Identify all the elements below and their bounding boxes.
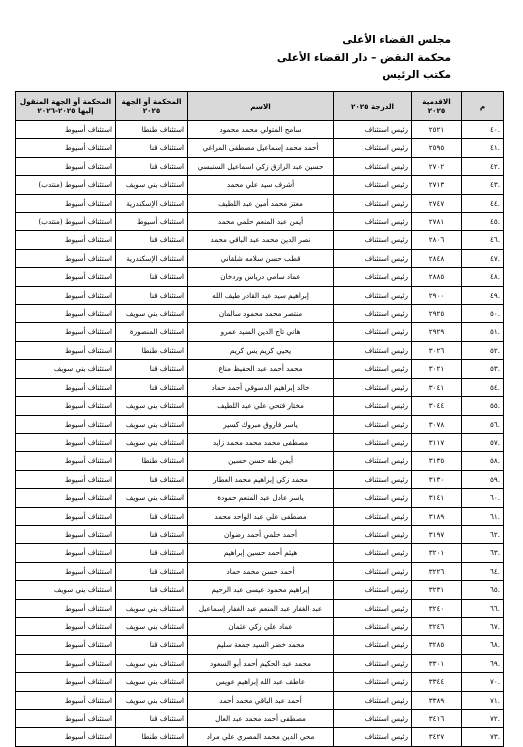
name-cell: عماد علي زكي عثمان	[188, 617, 334, 635]
destination-court-cell: استئناف أسيوط	[16, 525, 116, 543]
destination-court-cell: استئناف أسيوط	[16, 470, 116, 488]
grade-cell: رئيس استئناف	[334, 654, 412, 672]
row-number-cell: .٦٧	[462, 617, 504, 635]
row-number-cell: .٦٦	[462, 599, 504, 617]
name-cell: أحمد محمد إسماعيل مصطفى المراغي	[188, 139, 334, 157]
table-row	[16, 654, 504, 672]
current-court-cell: استئناف طنطا	[116, 452, 188, 470]
name-cell: ياسر عادل عبد المنعم حمودة	[188, 489, 334, 507]
name-cell: إبراهيم محمود عيسى عبد الرحيم	[188, 581, 334, 599]
col-header-seniority: الاقدمية ٢٠٢٥	[412, 92, 462, 121]
row-number-cell: .٦٣	[462, 544, 504, 562]
row-number-cell: .٦٠	[462, 489, 504, 507]
current-court-cell: استئناف بني سويف	[116, 305, 188, 323]
grade-cell: رئيس استئناف	[334, 249, 412, 267]
name-cell: عاطف عبد الله إبراهيم عويس	[188, 673, 334, 691]
destination-court-cell: استئناف أسيوط	[16, 599, 116, 617]
destination-court-cell: استئناف أسيوط	[16, 617, 116, 635]
row-number-cell: .٧٢	[462, 710, 504, 728]
row-number-cell: .٦٨	[462, 636, 504, 654]
current-court-cell: استئناف الإسكندرية	[116, 194, 188, 212]
current-court-cell: استئناف قنا	[116, 157, 188, 175]
table-row	[16, 176, 504, 194]
row-number-cell: .٥٥	[462, 397, 504, 415]
col-header-name: الاسم	[188, 92, 334, 121]
name-cell: محمد زكي إبراهيم محمد العطار	[188, 470, 334, 488]
destination-court-cell: استئناف أسيوط	[16, 654, 116, 672]
current-court-cell: استئناف قنا	[116, 139, 188, 157]
grade-cell: رئيس استئناف	[334, 157, 412, 175]
name-cell: قطب حسن سلامه شلقاني	[188, 249, 334, 267]
grade-cell: رئيس استئناف	[334, 268, 412, 286]
seniority-cell: ٢٧١٣	[412, 176, 462, 194]
row-number-cell: .٤٥	[462, 213, 504, 231]
destination-court-cell: استئناف أسيوط	[16, 157, 116, 175]
destination-court-cell: استئناف أسيوط (منتدب)	[16, 213, 116, 231]
seniority-cell: ٢٥٢١	[412, 121, 462, 139]
row-number-cell: .٤٨	[462, 268, 504, 286]
judges-table	[15, 91, 504, 747]
name-cell: عبد الغفار عبد المنعم عبد الغفار إسماعيل	[188, 599, 334, 617]
current-court-cell: استئناف قنا	[116, 525, 188, 543]
table-row	[16, 378, 504, 396]
seniority-cell: ٣٢٤٠	[412, 599, 462, 617]
name-cell: محي الدين محمد المصري علي مراد	[188, 728, 334, 746]
grade-cell: رئيس استئناف	[334, 286, 412, 304]
current-court-cell: استئناف بني سويف	[116, 415, 188, 433]
seniority-cell: ٣٢٤٦	[412, 617, 462, 635]
row-number-cell: .٤٣	[462, 176, 504, 194]
table-row	[16, 525, 504, 543]
seniority-cell: ٢٨٠٦	[412, 231, 462, 249]
col-header-grade: الدرجة ٢٠٢٥	[334, 92, 412, 121]
row-number-cell: .٧٣	[462, 728, 504, 746]
grade-cell: رئيس استئناف	[334, 231, 412, 249]
table-row	[16, 710, 504, 728]
current-court-cell: استئناف الإسكندرية	[116, 249, 188, 267]
table-row	[16, 562, 504, 580]
table-row	[16, 452, 504, 470]
name-cell: مصطفى محمد محمد محمد زايد	[188, 433, 334, 451]
row-number-cell: .٦٤	[462, 562, 504, 580]
destination-court-cell: استئناف أسيوط	[16, 249, 116, 267]
table-row	[16, 581, 504, 599]
destination-court-cell: استئناف أسيوط	[16, 562, 116, 580]
current-court-cell: استئناف بني سويف	[116, 397, 188, 415]
name-cell: محمد عبد الحكيم أحمد أبو السعود	[188, 654, 334, 672]
row-number-cell: .٦٥	[462, 581, 504, 599]
office-title: مكتب الرئيس	[382, 69, 451, 81]
table-row	[16, 617, 504, 635]
table-row	[16, 673, 504, 691]
seniority-cell: ٣١٤١	[412, 489, 462, 507]
row-number-cell: .٤٧	[462, 249, 504, 267]
destination-court-cell: استئناف أسيوط	[16, 673, 116, 691]
seniority-cell: ٢٨٨٥	[412, 268, 462, 286]
name-cell: هاني تاج الدين السيد عمرو	[188, 323, 334, 341]
current-court-cell: استئناف قنا	[116, 507, 188, 525]
row-number-cell: .٤٦	[462, 231, 504, 249]
destination-court-cell: استئناف أسيوط	[16, 194, 116, 212]
grade-cell: رئيس استئناف	[334, 544, 412, 562]
seniority-cell: ٣١٨٩	[412, 507, 462, 525]
table-row	[16, 157, 504, 175]
grade-cell: رئيس استئناف	[334, 562, 412, 580]
seniority-cell: ٣٣٤٤	[412, 673, 462, 691]
destination-court-cell: استئناف أسيوط	[16, 286, 116, 304]
table-row	[16, 194, 504, 212]
seniority-cell: ٣٢٠١	[412, 544, 462, 562]
table-row	[16, 544, 504, 562]
destination-court-cell: استئناف أسيوط	[16, 268, 116, 286]
grade-cell: رئيس استئناف	[334, 213, 412, 231]
name-cell: أحمد عبد الباقي محمد أحمد	[188, 691, 334, 709]
current-court-cell: استئناف قنا	[116, 544, 188, 562]
destination-court-cell: استئناف أسيوط	[16, 305, 116, 323]
grade-cell: رئيس استئناف	[334, 397, 412, 415]
destination-court-cell: استئناف أسيوط	[16, 121, 116, 139]
destination-court-cell: استئناف أسيوط	[16, 231, 116, 249]
table-row	[16, 470, 504, 488]
table-row	[16, 728, 504, 746]
table-row	[16, 415, 504, 433]
row-number-cell: .٧٠	[462, 673, 504, 691]
destination-court-cell: استئناف أسيوط	[16, 323, 116, 341]
row-number-cell: .٥٢	[462, 341, 504, 359]
destination-court-cell: استئناف أسيوط	[16, 636, 116, 654]
table-row	[16, 341, 504, 359]
row-number-cell: .٥٣	[462, 360, 504, 378]
destination-court-cell: استئناف بني سويف	[16, 360, 116, 378]
name-cell: أيمن طه حسن حسين	[188, 452, 334, 470]
name-cell: محمد أحمد عبد الحفيظ مناع	[188, 360, 334, 378]
seniority-cell: ٣٣٨٩	[412, 691, 462, 709]
destination-court-cell: استئناف أسيوط	[16, 378, 116, 396]
name-cell: مصطفى أحمد محمد عبد العال	[188, 710, 334, 728]
name-cell: يحيي كريم يس كريم	[188, 341, 334, 359]
current-court-cell: استئناف بني سويف	[116, 489, 188, 507]
table-row	[16, 323, 504, 341]
grade-cell: رئيس استئناف	[334, 139, 412, 157]
table-row	[16, 268, 504, 286]
table-row	[16, 213, 504, 231]
row-number-cell: .٧١	[462, 691, 504, 709]
row-number-cell: .٤٠	[462, 121, 504, 139]
destination-court-cell: استئناف أسيوط	[16, 433, 116, 451]
grade-cell: رئيس استئناف	[334, 728, 412, 746]
table-header-row	[16, 92, 504, 121]
current-court-cell: استئناف بني سويف	[116, 673, 188, 691]
table-row	[16, 139, 504, 157]
row-number-cell: .٥٤	[462, 378, 504, 396]
grade-cell: رئيس استئناف	[334, 507, 412, 525]
table-row	[16, 360, 504, 378]
name-cell: منتصر محمد محمود سالمان	[188, 305, 334, 323]
destination-court-cell: استئناف أسيوط	[16, 341, 116, 359]
seniority-cell: ٣٠٤٤	[412, 397, 462, 415]
grade-cell: رئيس استئناف	[334, 470, 412, 488]
grade-cell: رئيس استئناف	[334, 433, 412, 451]
grade-cell: رئيس استئناف	[334, 599, 412, 617]
current-court-cell: استئناف بني سويف	[116, 617, 188, 635]
row-number-cell: .٥٠	[462, 305, 504, 323]
destination-court-cell: استئناف بني سويف	[16, 581, 116, 599]
name-cell: أيمن عبد المنعم حلمي محمد	[188, 213, 334, 231]
row-number-cell: .٥٦	[462, 415, 504, 433]
seniority-cell: ٣٠٤١	[412, 378, 462, 396]
grade-cell: رئيس استئناف	[334, 415, 412, 433]
seniority-cell: ٣٠٧٨	[412, 415, 462, 433]
grade-cell: رئيس استئناف	[334, 452, 412, 470]
row-number-cell: .٤١	[462, 139, 504, 157]
current-court-cell: استئناف المنصورة	[116, 323, 188, 341]
seniority-cell: ٣٣٠١	[412, 654, 462, 672]
court-title: محكمة النقض – دار القضاء الأعلى	[276, 51, 451, 64]
destination-court-cell: استئناف أسيوط	[16, 489, 116, 507]
current-court-cell: استئناف قنا	[116, 710, 188, 728]
grade-cell: رئيس استئناف	[334, 341, 412, 359]
name-cell: معتز محمد أمين عبد اللطيف	[188, 194, 334, 212]
grade-cell: رئيس استئناف	[334, 323, 412, 341]
seniority-cell: ٢٧٠٢	[412, 157, 462, 175]
seniority-cell: ٣١١٧	[412, 433, 462, 451]
name-cell: خالد إبراهيم الدسوقي أحمد حماد	[188, 378, 334, 396]
seniority-cell: ٢٨٤٨	[412, 249, 462, 267]
table-row	[16, 286, 504, 304]
grade-cell: رئيس استئناف	[334, 378, 412, 396]
seniority-cell: ٣١٩٧	[412, 525, 462, 543]
current-court-cell: استئناف بني سويف	[116, 654, 188, 672]
name-cell: أشرف سيد علي محمد	[188, 176, 334, 194]
destination-court-cell: استئناف أسيوط	[16, 544, 116, 562]
table-row	[16, 433, 504, 451]
name-cell: عماد سامي درياس وردخان	[188, 268, 334, 286]
destination-court-cell: استئناف أسيوط	[16, 415, 116, 433]
grade-cell: رئيس استئناف	[334, 194, 412, 212]
row-number-cell: .٥٩	[462, 470, 504, 488]
current-court-cell: استئناف بني سويف	[116, 176, 188, 194]
current-court-cell: استئناف قنا	[116, 286, 188, 304]
row-number-cell: .٦١	[462, 507, 504, 525]
name-cell: محمد خضر السيد جمعة سليم	[188, 636, 334, 654]
table-row	[16, 305, 504, 323]
seniority-cell: ٢٧٨١	[412, 213, 462, 231]
grade-cell: رئيس استئناف	[334, 176, 412, 194]
current-court-cell: استئناف قنا	[116, 360, 188, 378]
table-row	[16, 397, 504, 415]
row-number-cell: .٦٩	[462, 654, 504, 672]
current-court-cell: استئناف بني سويف	[116, 691, 188, 709]
col-header-court: المحكمة أو الجهة ٢٠٢٥	[116, 92, 188, 121]
grade-cell: رئيس استئناف	[334, 581, 412, 599]
current-court-cell: استئناف قنا	[116, 470, 188, 488]
table-row	[16, 231, 504, 249]
table-row	[16, 599, 504, 617]
col-header-num: م	[462, 92, 504, 121]
name-cell: أحمد حلمي أحمد رضوان	[188, 525, 334, 543]
grade-cell: رئيس استئناف	[334, 710, 412, 728]
current-court-cell: استئناف طنطا	[116, 728, 188, 746]
table-row	[16, 121, 504, 139]
row-number-cell: .٥٧	[462, 433, 504, 451]
seniority-cell: ٢٩٠٠	[412, 286, 462, 304]
current-court-cell: استئناف بني سويف	[116, 599, 188, 617]
grade-cell: رئيس استئناف	[334, 636, 412, 654]
row-number-cell: .٤٢	[462, 157, 504, 175]
council-title: مجلس القضاء الأعلى	[342, 34, 451, 46]
grade-cell: رئيس استئناف	[334, 305, 412, 323]
row-number-cell: .٥٨	[462, 452, 504, 470]
seniority-cell: ٣٤٢٧	[412, 728, 462, 746]
seniority-cell: ٢٩٢٩	[412, 323, 462, 341]
destination-court-cell: استئناف أسيوط	[16, 691, 116, 709]
table-body	[16, 121, 504, 747]
row-number-cell: .٤٩	[462, 286, 504, 304]
grade-cell: رئيس استئناف	[334, 691, 412, 709]
table-row	[16, 249, 504, 267]
current-court-cell: استئناف بني سويف	[116, 433, 188, 451]
row-number-cell: .٥١	[462, 323, 504, 341]
destination-court-cell: استئناف أسيوط	[16, 507, 116, 525]
current-court-cell: استئناف أسيوط	[116, 213, 188, 231]
destination-court-cell: استئناف أسيوط	[16, 452, 116, 470]
name-cell: نصر الدين محمد عبد الباقي محمد	[188, 231, 334, 249]
current-court-cell: استئناف طنطا	[116, 341, 188, 359]
destination-court-cell: استئناف أسيوط	[16, 139, 116, 157]
row-number-cell: .٦٢	[462, 525, 504, 543]
table-row	[16, 489, 504, 507]
destination-court-cell: استئناف أسيوط	[16, 728, 116, 746]
name-cell: سامح المتولي محمد محمود	[188, 121, 334, 139]
seniority-cell: ٣١٣٥	[412, 452, 462, 470]
seniority-cell: ٣٠٢٦	[412, 341, 462, 359]
destination-court-cell: استئناف أسيوط (منتدب)	[16, 176, 116, 194]
grade-cell: رئيس استئناف	[334, 673, 412, 691]
current-court-cell: استئناف قنا	[116, 581, 188, 599]
name-cell: هيثم أحمد حسين إبراهيم	[188, 544, 334, 562]
grade-cell: رئيس استئناف	[334, 360, 412, 378]
seniority-cell: ٣١٣٠	[412, 470, 462, 488]
name-cell: إبراهيم سيد عبد القادر طيف الله	[188, 286, 334, 304]
current-court-cell: استئناف قنا	[116, 562, 188, 580]
name-cell: مصطفى علي عبد الواحد محمد	[188, 507, 334, 525]
grade-cell: رئيس استئناف	[334, 525, 412, 543]
grade-cell: رئيس استئناف	[334, 121, 412, 139]
current-court-cell: استئناف قنا	[116, 231, 188, 249]
grade-cell: رئيس استئناف	[334, 617, 412, 635]
name-cell: ياسر فاروق مبروك كسير	[188, 415, 334, 433]
seniority-cell: ٣٢٨٥	[412, 636, 462, 654]
current-court-cell: استئناف قنا	[116, 378, 188, 396]
table-row	[16, 507, 504, 525]
seniority-cell: ٢٥٩٥	[412, 139, 462, 157]
grade-cell: رئيس استئناف	[334, 489, 412, 507]
table-row	[16, 636, 504, 654]
seniority-cell: ٣٠٢١	[412, 360, 462, 378]
row-number-cell: .٤٤	[462, 194, 504, 212]
document-header	[151, 32, 451, 85]
seniority-cell: ٢٧٤٧	[412, 194, 462, 212]
name-cell: مختار فتحي علي عبد اللطيف	[188, 397, 334, 415]
seniority-cell: ٣٢٣١	[412, 581, 462, 599]
table-row	[16, 691, 504, 709]
current-court-cell: استئناف قنا	[116, 268, 188, 286]
current-court-cell: استئناف طنطا	[116, 121, 188, 139]
seniority-cell: ٣٤١٦	[412, 710, 462, 728]
destination-court-cell: استئناف أسيوط	[16, 397, 116, 415]
seniority-cell: ٢٩٢٥	[412, 305, 462, 323]
name-cell: حسين عبد الرازق زكي اسماعيل السنبسي	[188, 157, 334, 175]
destination-court-cell: استئناف أسيوط	[16, 710, 116, 728]
col-header-destination: المحكمة أو الجهة المنقول إليها ٢٠٢٥-٢٠٢٦	[16, 92, 116, 121]
seniority-cell: ٣٢٢٦	[412, 562, 462, 580]
current-court-cell: استئناف قنا	[116, 636, 188, 654]
name-cell: أحمد حسن محمد حماد	[188, 562, 334, 580]
